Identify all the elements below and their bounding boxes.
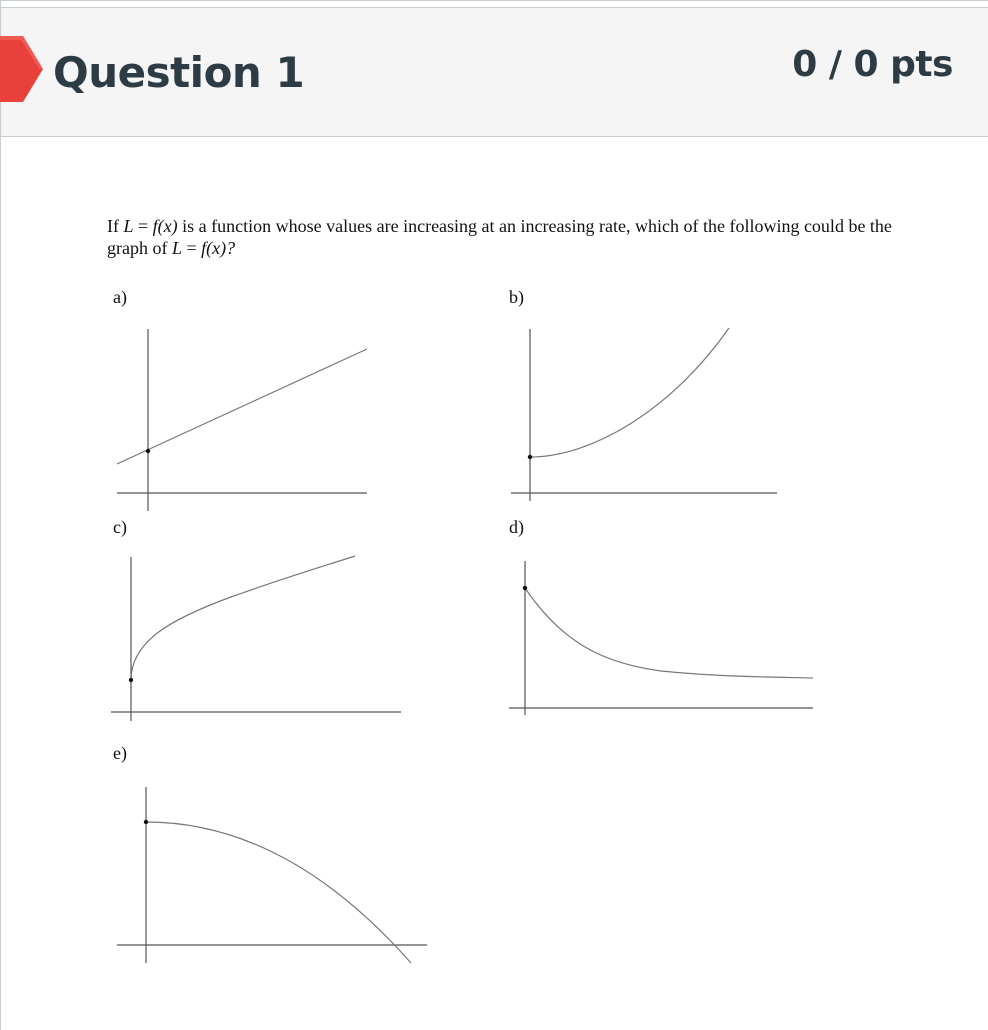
- option-a-label: a): [113, 287, 127, 307]
- graph-b: [511, 328, 777, 501]
- graph-e: [117, 787, 427, 963]
- question-points: 0 / 0 pts: [792, 44, 953, 85]
- graph-a: [117, 329, 367, 511]
- graph-b-curve: [530, 328, 729, 457]
- graph-d: [509, 561, 813, 715]
- graph-d-intercept-point: [523, 586, 527, 590]
- graph-c-curve: [131, 556, 355, 680]
- graph-a-intercept-point: [146, 449, 150, 453]
- graph-d-curve: [525, 588, 813, 678]
- question-text: If L = f(x) is a function whose values are increasing at an increasing rate, which of the following could be the graph of L = f(x)?: [107, 216, 892, 258]
- graph-c: [111, 556, 401, 721]
- option-e-label: e): [113, 743, 127, 763]
- graph-options: [1, 1, 988, 1030]
- option-b-label: b): [509, 287, 524, 307]
- graph-c-intercept-point: [129, 678, 133, 682]
- question-title: Question 1: [53, 48, 305, 97]
- graph-a-curve: [117, 349, 367, 464]
- graph-b-intercept-point: [528, 455, 532, 459]
- option-c-label: c): [113, 517, 127, 537]
- graph-e-curve: [146, 822, 411, 963]
- option-d-label: d): [509, 517, 524, 537]
- graph-e-intercept-point: [144, 820, 148, 824]
